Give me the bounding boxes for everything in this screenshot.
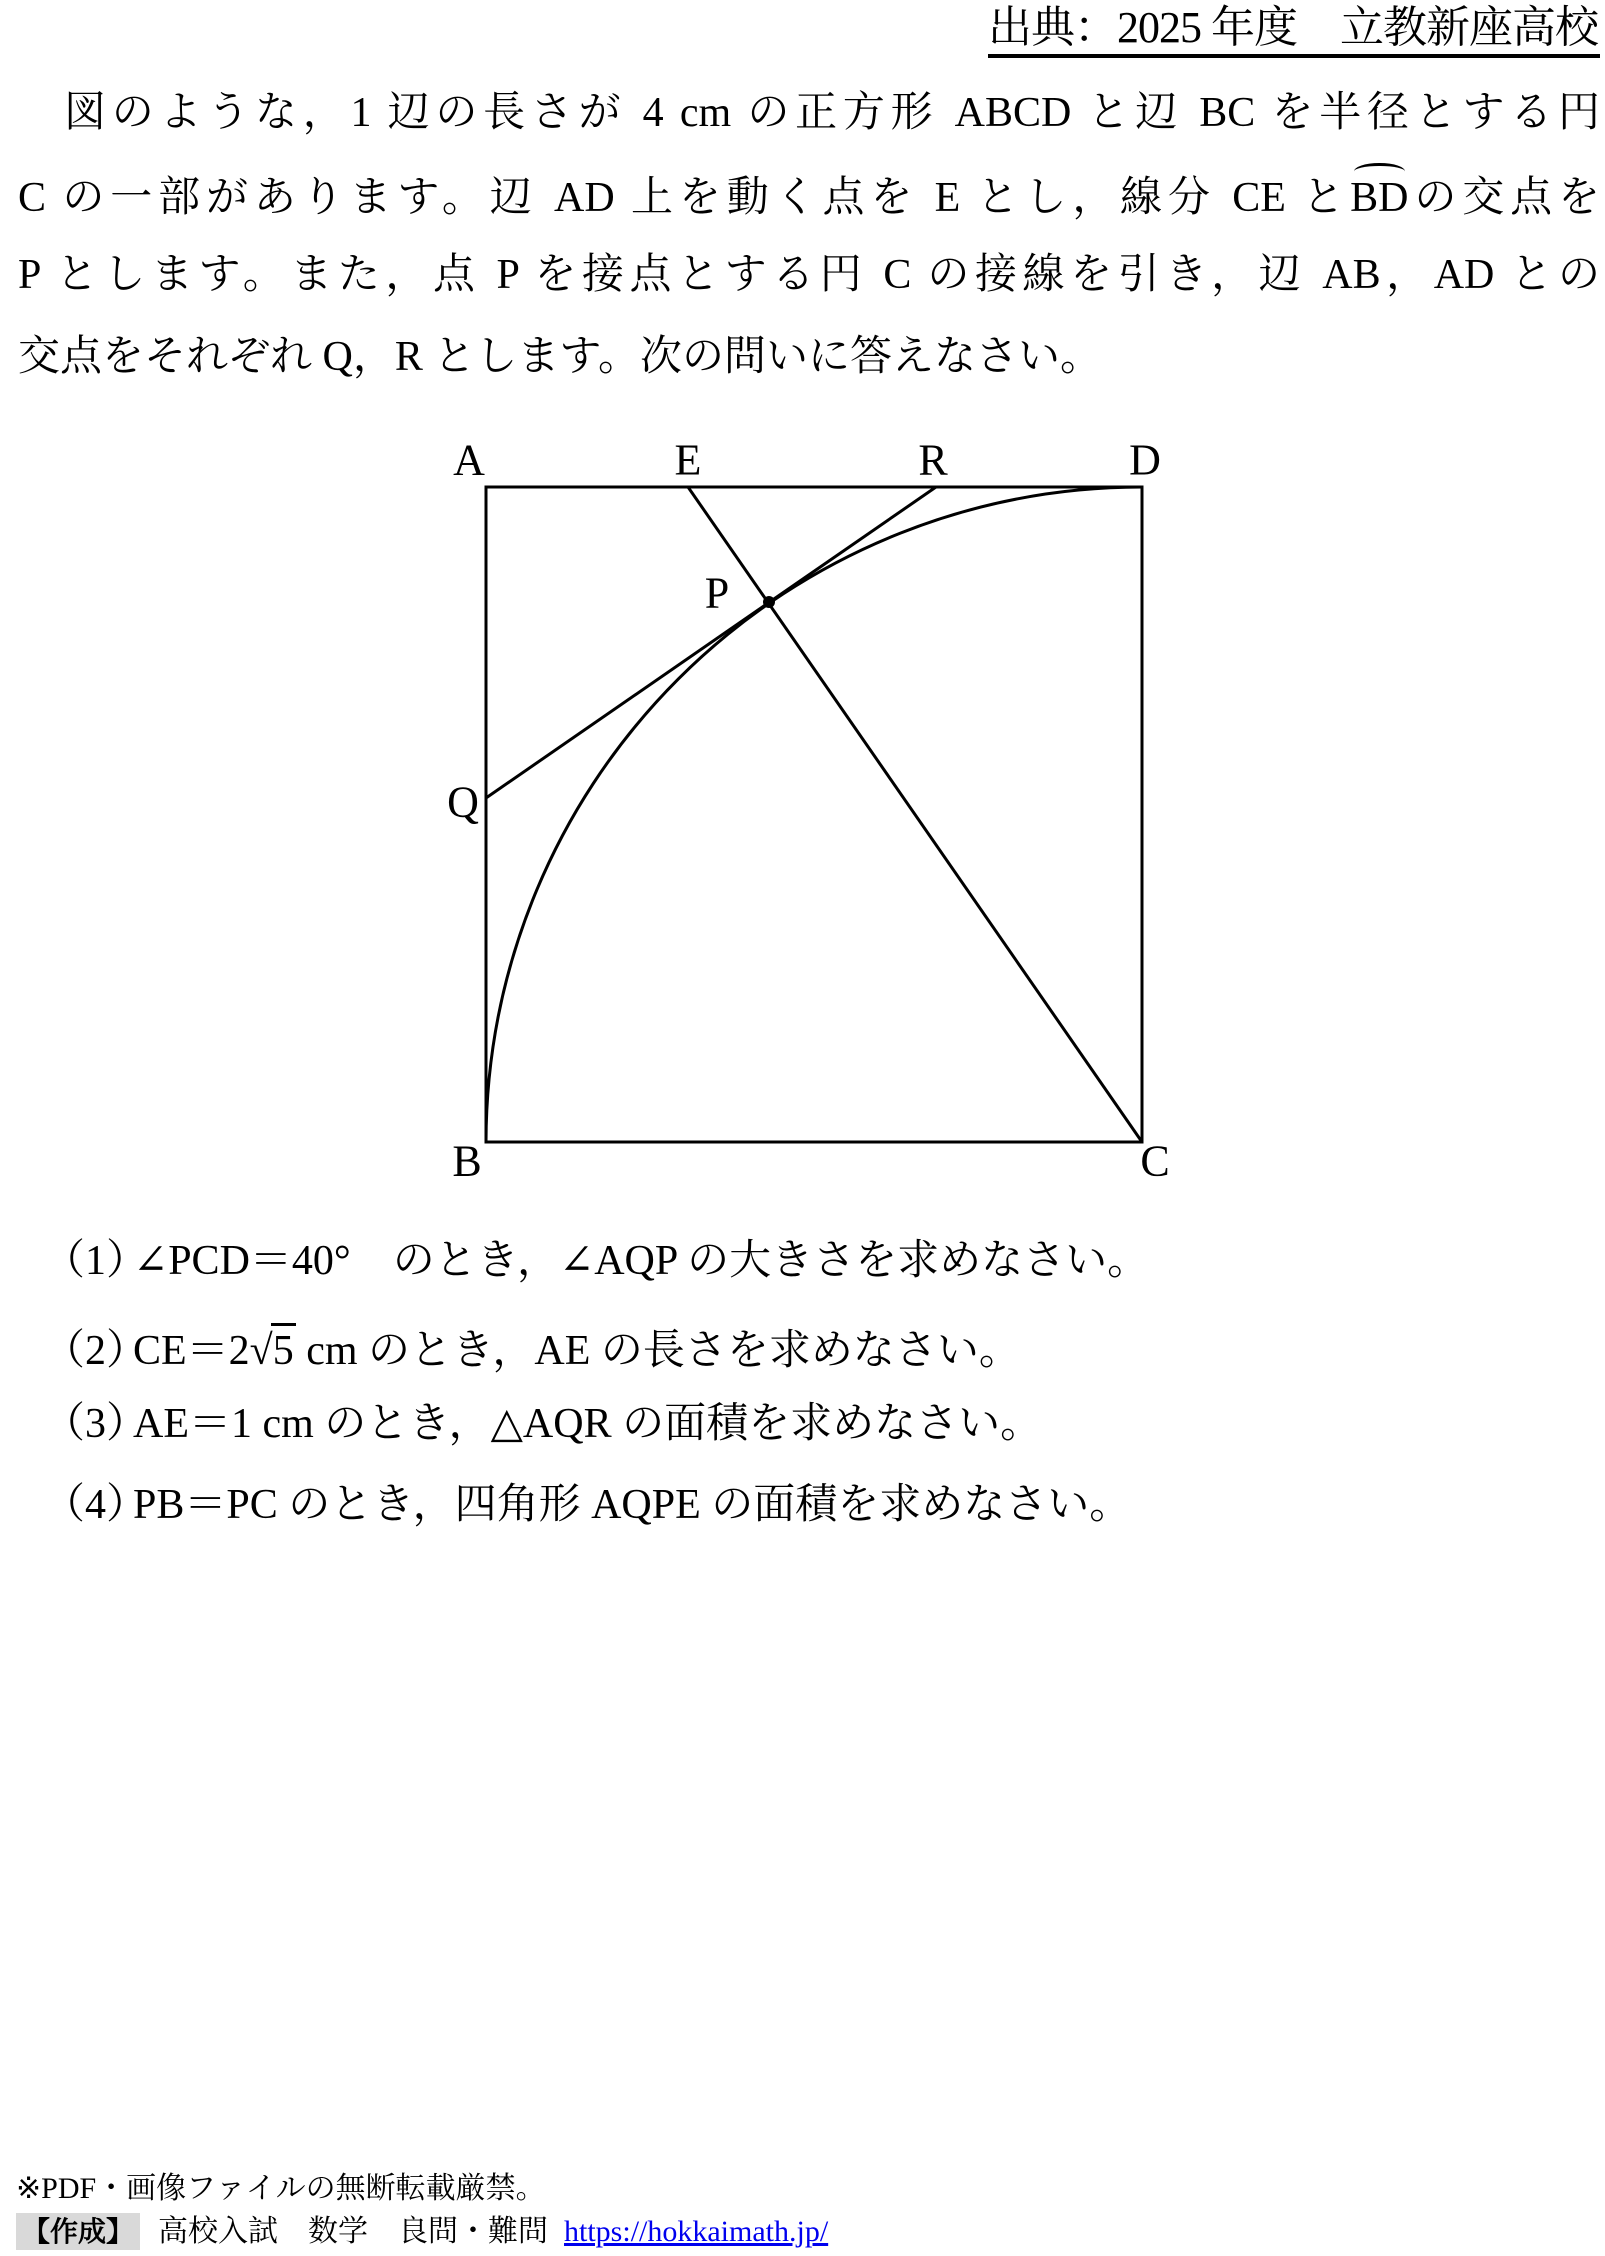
question-3 xyxy=(43,1399,1042,1449)
question-text: AE＝1 cm のとき，△AQR の面積を求めなさい。 xyxy=(133,1401,1043,1447)
label-a: A xyxy=(453,435,485,485)
footer-credit xyxy=(16,2206,828,2250)
label-r: R xyxy=(918,435,948,485)
problem-text: C の一部があります。辺 AD 上を動く点を E とし，線分 CE と xyxy=(18,175,1351,221)
segment-ce xyxy=(688,487,1142,1142)
arc-bd: BD xyxy=(1350,175,1409,221)
question-text: cm のとき，AE の長さを求めなさい。 xyxy=(295,1328,1021,1374)
source-citation: 出典：2025 年度 立教新座高校 xyxy=(988,2,1600,58)
question-1 xyxy=(43,1236,1149,1286)
question-text: ∠PCD＝40° のとき，∠AQP の大きさを求めなさい。 xyxy=(133,1238,1150,1284)
problem-line: P とします。また，点 P を接点とする円 C の接線を引き，辺 AB，AD との xyxy=(18,252,1600,298)
question-number: （2） xyxy=(43,1328,149,1374)
question-number: （4） xyxy=(43,1482,149,1528)
problem-text: の交点を xyxy=(1408,175,1600,221)
question-text: PB＝PC のとき，四角形 AQPE の面積を求めなさい。 xyxy=(133,1482,1132,1528)
label-c: C xyxy=(1140,1136,1170,1186)
question-number: （1） xyxy=(43,1238,149,1284)
credit-text: 高校入試 数学 良問・難問 xyxy=(158,2215,549,2248)
label-d: D xyxy=(1129,435,1161,485)
label-p: P xyxy=(704,568,730,618)
label-b: B xyxy=(452,1136,482,1186)
square-abcd xyxy=(486,487,1142,1142)
problem-line: 図のような，1 辺の長さが 4 cm の正方形 ABCD と辺 BC を半径とする円 xyxy=(64,90,1600,136)
point-p xyxy=(763,596,775,608)
question-number: （3） xyxy=(43,1401,149,1447)
label-q: Q xyxy=(447,777,479,827)
label-e: E xyxy=(674,435,702,485)
arc-bd-curve xyxy=(486,487,1142,1142)
sqrt-radicand: 5 xyxy=(271,1323,296,1376)
question-4 xyxy=(43,1480,1131,1530)
author-badge: 【作成】 xyxy=(16,2213,140,2250)
tangent-qr xyxy=(486,487,936,798)
problem-line: 交点をそれぞれ Q，R とします。次の問いに答えなさい。 xyxy=(18,334,1102,380)
copyright-notice: ※PDF・画像ファイルの無断転載厳禁。 xyxy=(16,2172,546,2205)
question-2: （2）CE＝2√5 cm のとき，AE の長さを求めなさい。 xyxy=(43,1323,1021,1376)
site-link[interactable]: https://hokkaimath.jp/ xyxy=(564,2215,829,2248)
question-text: CE＝2 xyxy=(133,1328,250,1374)
